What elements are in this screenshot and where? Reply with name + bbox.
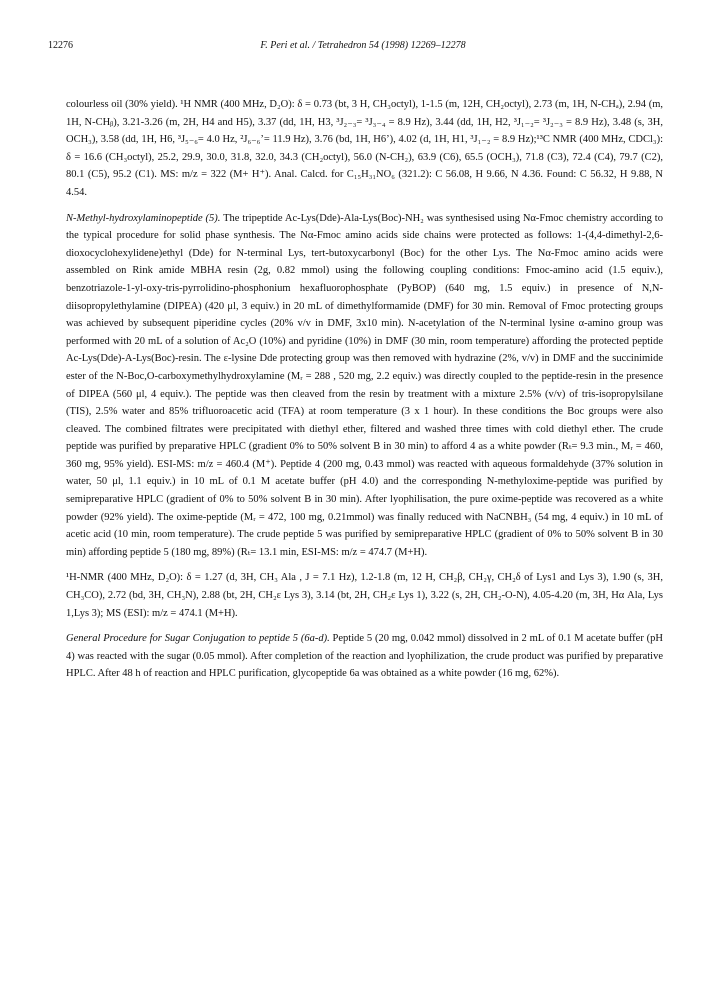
paragraph-peptide-synthesis	[66, 210, 663, 562]
section-heading: General Procedure for Sugar Conjugation to peptide 5 (6a-d).	[66, 633, 330, 645]
article-body	[66, 96, 663, 691]
paragraph-sugar-conjugation	[66, 630, 663, 683]
paragraph-text: Peptide 5 (20 mg, 0.042 mmol) dissolved in 2 mL of 0.1 M acetate buffer (pH 4) was reacted with the sugar (0.05 mmol). After completion of the reaction and lyophilization, the crude product was purified by preparative HPLC. After 48 h of reaction and HPLC purification, glycopeptide 6a was obtained as a white powder (16 mg, 62%).	[66, 633, 663, 680]
section-heading: N-Methyl-hydroxylaminopeptide (5).	[66, 212, 221, 224]
page-header	[48, 40, 678, 54]
paragraph-peptide-nmr	[66, 569, 663, 622]
page-number: 12276	[48, 40, 73, 51]
paragraph-text: colourless oil (30% yield). ¹H NMR (400 MHz, D₂O): δ = 0.73 (bt, 3 H, CH₃octyl), 1-1.5 (m, 12H, CH₂octyl), 2.73 (m, 1H, N-CHₐ), 2.94 (m, 1H, N-CHᵦ), 3.21-3.26 (m, 2H, H4 and H5), 3.37 (dd, 1H, H3, ³J₂₋₃= ³J₃₋₄ = 8.9 Hz), 3.44 (dd, 1H, H2, ³J₁₋₂= ³J₂₋₃ = 8.9 Hz), 3.48 (s, 3H, OCH₃), 3.58 (dd, 1H, H6, ³J₅₋₆= 4.0 Hz, ²J₆₋₆’= 11.9 Hz), 3.76 (bd, 1H, H6’), 4.02 (d, 1H, H1, ³J₁₋₂ = 8.9 Hz);¹³C NMR (400 MHz, CDCl₃): δ = 16.6 (CH₃octyl), 25.2, 29.9, 30.0, 31.8, 32.0, 34.3 (CH₂octyl), 56.0 (N-CH₂), 63.9 (C6), 65.5 (OCH₃), 71.8 (C3), 72.4 (C4), 79.7 (C2), 80.1 (C5), 95.2 (C1). MS: m/z = 322 (M+ H⁺). Anal. Calcd. for C₁₅H₃₁NO₆ (321.2): C 56.08, H 9.66, N 4.36. Found: C 56.32, H 9.88, N 4.54.	[66, 99, 663, 198]
paragraph-text: The tripeptide Ac-Lys(Dde)-Ala-Lys(Boc)-NH₂ was synthesised using Nα-Fmoc chemistry according to the typical procedure for solid phase synthesis. The Nα-Fmoc amino acids side chains were protected as follows: 1-(4,4-dimethyl-2,6-dioxocyclohexylidene)ethyl (Dde) for N-terminal Lys, tert-butoxycarbonyl (Boc) for the other Lys. The Nα-Fmoc amino acids were assembled on Rink amide MBHA resin (2g, 0.82 mmol) using the following coupling conditions: Fmoc-amino acid (1.5 equiv.), benzotriazole-1-yl-oxy-tris-pyrrolidino-phosphonium hexafluorophosphate (PyBOP) (640 mg, 1.5 equiv.) in presence of N,N-diisopropylethylamine (DIPEA) (420 μl, 3 equiv.) in 20 mL of dimethylformamide (DMF) for 30 min. Removal of Fmoc protecting groups was achieved by subsequent piperidine cycles (20% v/v in DMF, 3x10 min). N-acetylation of the N-terminal lysine α-amino group was performed with 20 mL of a solution of Ac₂O (10%) and pyridine (10%) in DMF (30 min, room temperature) affording the protected peptide Ac-Lys(Dde)-A-Lys(Boc)-resin. The ε-lysine Dde protecting group was then removed with hydrazine (2%, v/v) in DMF and the succinimide ester of the N-Boc,O-carboxymethylhydroxylamine (Mᵣ = 288 , 520 mg, 2.2 equiv.) was directly coupled to the peptide-resin in the presence of DIPEA (560 μl, 4 equiv.). The peptide was then cleaved from the resin by treatment with a mixture 2.5% (v/v) of tris-isopropylsilane (TIS), 2.5% water and 85% trifluoroacetic acid (TFA) at room temperature (3 x 1 hour). In these conditions the Boc groups were also cleaved. The combined filtrates were precipitated with diethyl ether, filtered and washed three times with cold diethyl ether. The crude peptide was purified by preparative HPLC (gradient 0% to 50% solvent B in 30 min) to afford 4 as a white powder (Rₜ= 9.3 min., Mᵣ = 460, 360 mg, 95% yield). ESI-MS: m/z = 460.4 (M⁺). Peptide 4 (200 mg, 0.43 mmol) was reacted with aqueous formaldehyde (37% solution in water, 50 μl, 1.1 equiv.) in 10 mL of 0.1 M acetate buffer (pH 4.0) and the corresponding N-methyloxime-peptide was purified by semipreparative HPLC (gradient of 0% to 50% solvent B in 30 min). After lyophilisation, the pure oxime-peptide was recovered as a white powder (92% yield). The oxime-peptide (Mᵣ = 472, 100 mg, 0.21mmol) was finally reduced with NaCNBH₃ (54 mg, 4 equiv.) in 10 mL of acetic acid (10 min, room temperature). The crude peptide 5 was purified by semipreparative HPLC (gradient of 0% to 50% solvent B in 30 min) affording peptide 5 (180 mg, 89%) (Rₜ= 13.1 min, ESI-MS: m/z = 474.7 (M+H).	[66, 212, 663, 558]
running-head: F. Peri et al. / Tetrahedron 54 (1998) 12269–12278	[260, 40, 466, 51]
paragraph-text: ¹H-NMR (400 MHz, D₂O): δ = 1.27 (d, 3H, CH₃ Ala , J = 7.1 Hz), 1.2-1.8 (m, 12 H, CH₂β, CH₂γ, CH₂δ of Lys1 and Lys 3), 1.90 (s, 3H, CH₃CO), 2.72 (bd, 3H, CH₃N), 2.88 (bt, 2H, CH₂ε Lys 3), 3.14 (bt, 2H, CH₂ε Lys 1), 3.22 (s, 2H, CH₂-O-N), 4.05-4.20 (m, 3H, Hα Ala, Lys 1,Lys 3); MS (ESI): m/z = 474.1 (M+H).	[66, 572, 663, 619]
paragraph-nmr-data	[66, 96, 663, 202]
